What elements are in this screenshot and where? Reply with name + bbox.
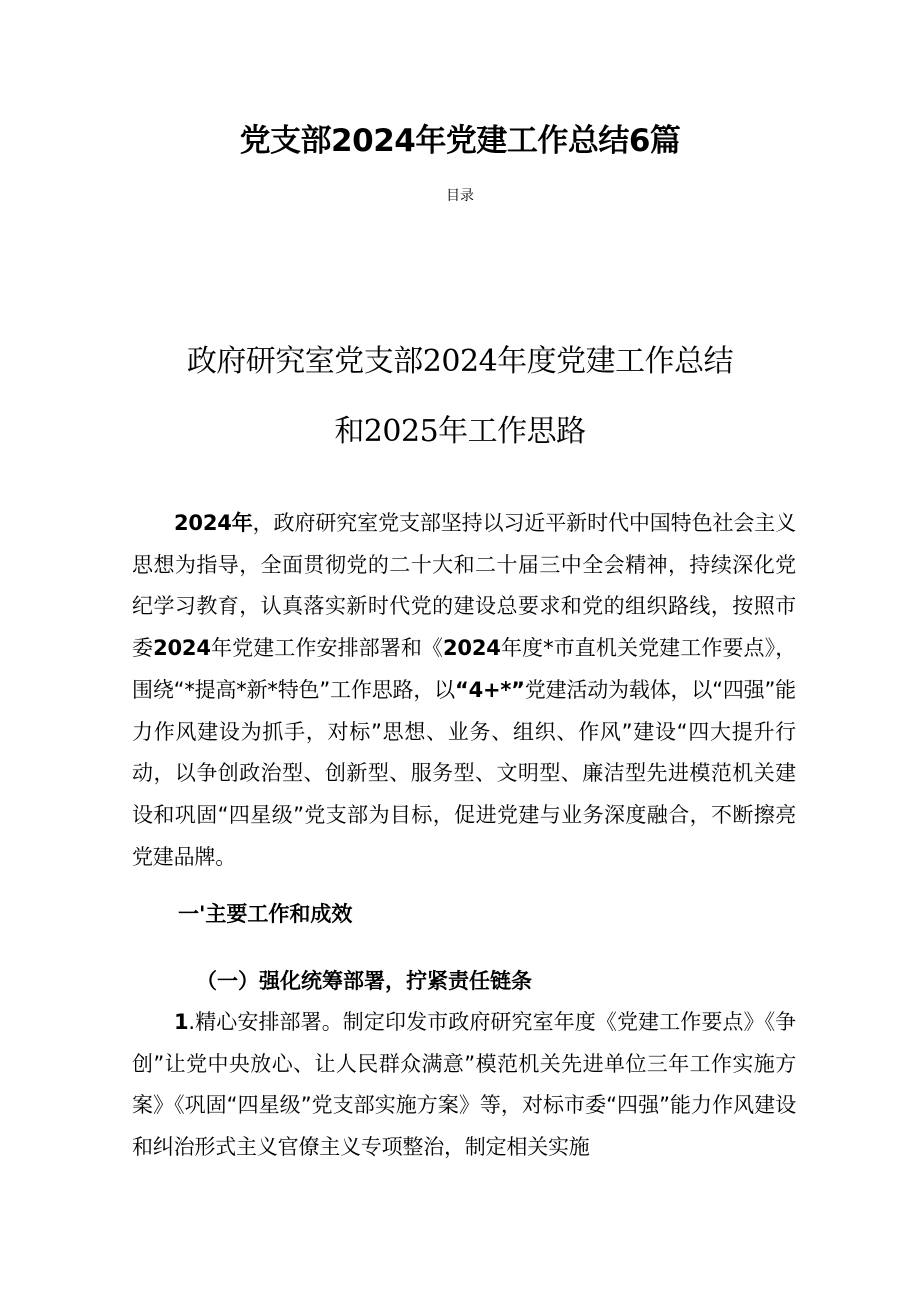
intro-paragraph: [132, 503, 796, 878]
intro-year-2: 2024: [153, 636, 211, 661]
toc-label: 目录: [446, 188, 474, 204]
heading-main-work: 一'主要工作和成效: [178, 902, 353, 926]
intro-lead-year: 2024年: [174, 511, 253, 535]
intro-text-part2: 年党建工作安排部署和《: [210, 636, 444, 661]
section-title-line2: 和2025年工作思路: [334, 414, 586, 449]
heading-subsection-1: （一）强化统筹部署，拧紧责任链条: [196, 969, 532, 993]
document-title: 党支部2024年党建工作总结6篇: [239, 123, 681, 159]
item-1-paragraph: [132, 1002, 796, 1169]
intro-text-part3: 年度*市直机关党建工作要点》，围绕“*提高*新*特色”工作思路，以: [132, 636, 796, 702]
item-1-number: 1: [174, 1010, 189, 1034]
item-1-text: .精心安排部署。制定印发市政府研究室年度《党建工作要点》《争创”让党中央放心、让人民群众满意”模范机关先进单位三年工作实施方案》《巩固“四星级”党支部实施方案》等，对标市委“四强”能力作风建设和纠治形式主义官僚主义专项整治，制定相关实施: [132, 1010, 796, 1160]
intro-emphasis: “4+*”: [454, 677, 525, 702]
section-title-line1: 政府研究室党支部2024年度党建工作总结: [186, 344, 734, 379]
intro-text-part4: 党建活动为载体，以“四强”能力作风建设为抓手，对标”思想、业务、组织、作风”建设“四大提升行动，以争创政治型、创新型、服务型、文明型、廉洁型先进模范机关建设和巩固“四星级”党支部为目标，促进党建与业务深度融合，不断擦亮党建品牌。: [132, 677, 796, 869]
intro-year-3: 2024: [443, 636, 501, 661]
intro-text-part1: ，政府研究室党支部坚持以习近平新时代中国特色社会主义思想为指导，全面贯彻党的二十大和二十届三中全会精神，持续深化党纪学习教育，认真落实新时代党的建设总要求和党的组织路线，按照市委: [132, 511, 796, 661]
